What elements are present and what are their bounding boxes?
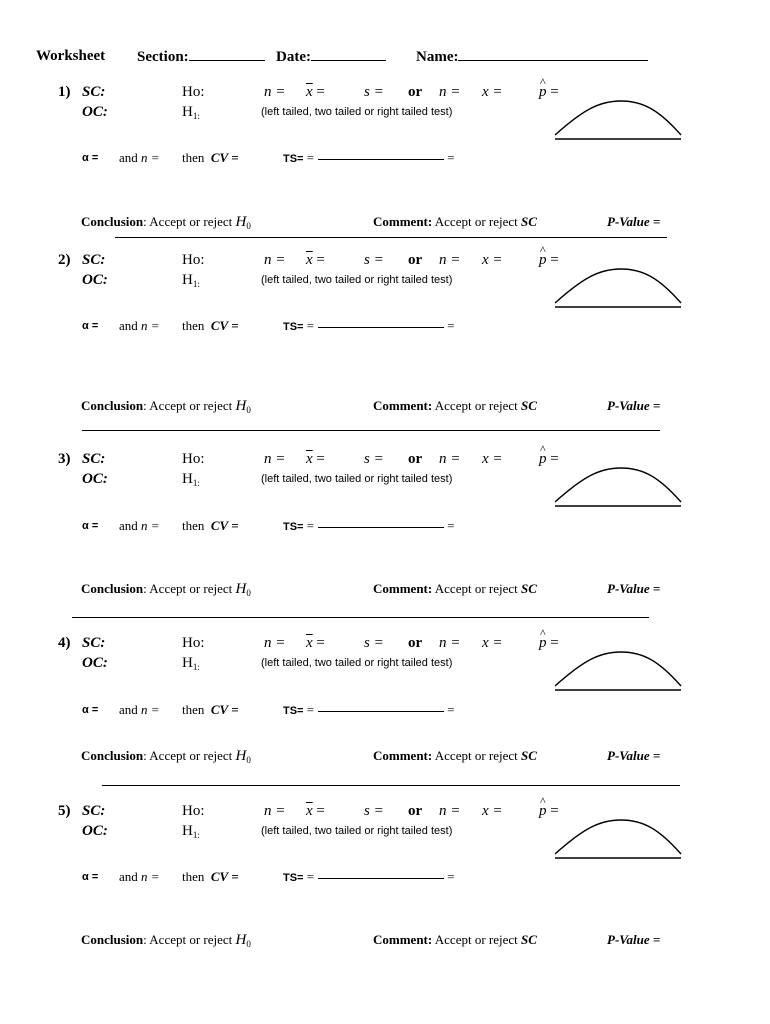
tail-note: (left tailed, two tailed or right tailed test) (261, 825, 453, 837)
bell-curve-line (555, 820, 681, 854)
comment-sc: SC (521, 748, 537, 763)
h0-subscript: 0 (246, 755, 251, 765)
xbar-label (306, 252, 325, 269)
comment-line (373, 581, 537, 597)
alpha-label: α = (82, 520, 99, 532)
conclusion-label: Conclusion (81, 214, 144, 229)
then-word: then (182, 318, 205, 333)
ts-formula (283, 318, 454, 334)
and-n-label (119, 318, 160, 334)
xbar-label (306, 635, 325, 652)
alpha-label: α = (82, 871, 99, 883)
oc-label: OC: (82, 823, 108, 839)
n-label-alt: n = (439, 635, 461, 651)
n-label: n = (264, 252, 286, 268)
tail-note: (left tailed, two tailed or right tailed test) (261, 274, 453, 286)
p-value-label: P-Value = (607, 932, 661, 947)
ho-label: Ho: (182, 451, 205, 467)
then-cv-label (182, 150, 239, 166)
h1-symbol: H (182, 823, 193, 839)
xbar-label (306, 451, 325, 468)
p-value-label: P-Value = (607, 214, 661, 229)
ts-equals: = (306, 702, 315, 717)
x-label: x = (482, 803, 503, 819)
ts-label: TS= (283, 153, 304, 165)
conclusion-text: : Accept or reject (143, 214, 233, 229)
x-label: x = (482, 635, 503, 651)
h0-symbol: H (235, 398, 247, 414)
comment-sc: SC (521, 214, 537, 229)
xbar-symbol: $\overline{x}$ (306, 451, 313, 467)
conclusion-line (81, 932, 251, 949)
then-cv-label (182, 318, 239, 334)
xbar-equals: = (316, 84, 325, 100)
then-word: then (182, 518, 205, 533)
sc-label: SC: (82, 84, 106, 100)
normal-curve (553, 264, 683, 310)
n-label: n = (264, 635, 286, 651)
h0-subscript: 0 (246, 221, 251, 231)
ts-equals: = (306, 518, 315, 533)
problem-number: 5) (58, 803, 71, 819)
ts-formula (283, 518, 454, 534)
h1-symbol: H (182, 655, 193, 671)
ts-equals: = (306, 318, 315, 333)
name-blank[interactable] (458, 48, 648, 61)
alpha-label: α = (82, 152, 99, 164)
h1-subscript: 1: (192, 830, 200, 840)
and-n: n = (141, 702, 160, 717)
oc-label: OC: (82, 471, 108, 487)
alpha-label: α = (82, 320, 99, 332)
xbar-symbol: $\overline{x}$ (306, 84, 313, 100)
x-label: x = (482, 252, 503, 268)
bell-curve-line (555, 269, 681, 303)
ts-label: TS= (283, 872, 304, 884)
separator-rule (102, 785, 680, 786)
ts-fraction-line (318, 159, 444, 160)
bell-curve-line (555, 652, 681, 686)
name-label: Name: (416, 49, 459, 65)
n-label-alt: n = (439, 252, 461, 268)
comment-text: Accept or reject (434, 748, 518, 763)
n-label-alt: n = (439, 84, 461, 100)
conclusion-text: : Accept or reject (143, 581, 233, 596)
x-label: x = (482, 451, 503, 467)
h0-symbol: H (235, 581, 247, 597)
ho-label: Ho: (182, 803, 205, 819)
date-field[interactable] (276, 48, 386, 66)
phat-equals: = (550, 451, 559, 467)
ho-label: Ho: (182, 84, 205, 100)
ts-fraction-line (318, 711, 444, 712)
h0-symbol: H (235, 748, 247, 764)
h0-subscript: 0 (246, 405, 251, 415)
problem-number: 4) (58, 635, 71, 651)
n-label: n = (264, 803, 286, 819)
comment-sc: SC (521, 932, 537, 947)
section-field[interactable] (137, 48, 265, 66)
and-n: n = (141, 518, 160, 533)
bell-curve-line (555, 101, 681, 135)
phat-symbol: ^ p (539, 635, 547, 652)
conclusion-text: : Accept or reject (143, 932, 233, 947)
comment-line (373, 932, 537, 948)
ts-result-equals: = (447, 318, 455, 333)
comment-line (373, 398, 537, 414)
n-label-alt: n = (439, 803, 461, 819)
oc-label: OC: (82, 272, 108, 288)
ts-formula (283, 702, 454, 718)
h1-symbol: H (182, 471, 193, 487)
problem-number: 1) (58, 84, 71, 100)
separator-rule (115, 237, 667, 238)
oc-label: OC: (82, 655, 108, 671)
phat-equals: = (550, 803, 559, 819)
ts-fraction-line (318, 327, 444, 328)
cv-label: CV = (210, 150, 239, 165)
xbar-label (306, 84, 325, 101)
h1-symbol: H (182, 104, 193, 120)
xbar-symbol: $\overline{x}$ (306, 803, 313, 819)
and-word: and (119, 702, 138, 717)
p-value-label: P-Value = (607, 581, 661, 596)
comment-text: Accept or reject (434, 581, 518, 596)
normal-curve (553, 463, 683, 509)
phat-symbol: ^ p (539, 451, 547, 468)
xbar-label (306, 803, 325, 820)
section-label: Section: (137, 49, 189, 65)
s-label: s = (364, 803, 384, 819)
ts-formula (283, 869, 454, 885)
p-value-label: P-Value = (607, 398, 661, 413)
or-label: or (408, 635, 423, 651)
section-blank[interactable] (189, 48, 265, 61)
worksheet-title: Worksheet (36, 48, 106, 64)
conclusion-line (81, 748, 251, 765)
normal-curve (553, 647, 683, 693)
conclusion-line (81, 398, 251, 415)
n-label: n = (264, 451, 286, 467)
n-label-alt: n = (439, 451, 461, 467)
comment-line (373, 214, 537, 230)
or-label: or (408, 252, 423, 268)
ho-label: Ho: (182, 252, 205, 268)
xbar-symbol: $\overline{x}$ (306, 635, 313, 651)
comment-label: Comment: (373, 398, 433, 413)
ts-equals: = (306, 150, 315, 165)
and-n-label (119, 702, 160, 718)
s-label: s = (364, 635, 384, 651)
then-word: then (182, 702, 205, 717)
then-word: then (182, 150, 205, 165)
xbar-symbol: $\overline{x}$ (306, 252, 313, 268)
date-blank[interactable] (311, 48, 386, 61)
or-label: or (408, 451, 423, 467)
and-word: and (119, 518, 138, 533)
sc-label: SC: (82, 252, 106, 268)
tail-note: (left tailed, two tailed or right tailed test) (261, 473, 453, 485)
xbar-equals: = (316, 252, 325, 268)
tail-note: (left tailed, two tailed or right tailed test) (261, 657, 453, 669)
xbar-equals: = (316, 803, 325, 819)
xbar-equals: = (316, 451, 325, 467)
sc-label: SC: (82, 451, 106, 467)
and-n: n = (141, 318, 160, 333)
comment-label: Comment: (373, 581, 433, 596)
conclusion-text: : Accept or reject (143, 748, 233, 763)
h1-subscript: 1: (192, 662, 200, 672)
normal-curve (553, 96, 683, 142)
conclusion-label: Conclusion (81, 581, 144, 596)
ts-fraction-line (318, 878, 444, 879)
ts-formula (283, 150, 454, 166)
h1-label (182, 823, 200, 840)
ts-result-equals: = (447, 150, 455, 165)
s-label: s = (364, 84, 384, 100)
phat-equals: = (550, 635, 559, 651)
ho-label: Ho: (182, 635, 205, 651)
phat-equals: = (550, 252, 559, 268)
phat-equals: = (550, 84, 559, 100)
conclusion-text: : Accept or reject (143, 398, 233, 413)
and-n-label (119, 518, 160, 534)
ts-result-equals: = (447, 869, 455, 884)
conclusion-line (81, 214, 251, 231)
h1-subscript: 1: (192, 478, 200, 488)
p-value-label: P-Value = (607, 748, 661, 763)
h1-subscript: 1: (192, 279, 200, 289)
or-label: or (408, 803, 423, 819)
ts-fraction-line (318, 527, 444, 528)
tail-note: (left tailed, two tailed or right tailed test) (261, 106, 453, 118)
oc-label: OC: (82, 104, 108, 120)
or-label: or (408, 84, 423, 100)
cv-label: CV = (210, 518, 239, 533)
x-label: x = (482, 84, 503, 100)
then-word: then (182, 869, 205, 884)
phat-symbol: ^ p (539, 84, 547, 101)
h0-subscript: 0 (246, 588, 251, 598)
comment-sc: SC (521, 398, 537, 413)
date-label: Date: (276, 49, 311, 65)
h1-label (182, 655, 200, 672)
h1-label (182, 104, 200, 121)
phat-symbol: ^ p (539, 252, 547, 269)
conclusion-line (81, 581, 251, 598)
h0-subscript: 0 (246, 939, 251, 949)
and-n: n = (141, 150, 160, 165)
then-cv-label (182, 869, 239, 885)
h0-symbol: H (235, 214, 247, 230)
then-cv-label (182, 518, 239, 534)
and-word: and (119, 318, 138, 333)
problem-number: 2) (58, 252, 71, 268)
then-cv-label (182, 702, 239, 718)
conclusion-label: Conclusion (81, 398, 144, 413)
bell-curve-line (555, 468, 681, 502)
conclusion-label: Conclusion (81, 748, 144, 763)
and-word: and (119, 150, 138, 165)
comment-text: Accept or reject (434, 932, 518, 947)
sc-label: SC: (82, 803, 106, 819)
ts-label: TS= (283, 521, 304, 533)
and-word: and (119, 869, 138, 884)
comment-text: Accept or reject (434, 398, 518, 413)
alpha-label: α = (82, 704, 99, 716)
ts-equals: = (306, 869, 315, 884)
cv-label: CV = (210, 869, 239, 884)
n-label: n = (264, 84, 286, 100)
comment-line (373, 748, 537, 764)
and-n-label (119, 869, 160, 885)
h1-subscript: 1: (192, 111, 200, 121)
comment-label: Comment: (373, 932, 433, 947)
h1-label (182, 471, 200, 488)
sc-label: SC: (82, 635, 106, 651)
and-n: n = (141, 869, 160, 884)
phat-symbol: ^ p (539, 803, 547, 820)
conclusion-label: Conclusion (81, 932, 144, 947)
h1-label (182, 272, 200, 289)
ts-result-equals: = (447, 702, 455, 717)
normal-curve (553, 815, 683, 861)
and-n-label (119, 150, 160, 166)
xbar-equals: = (316, 635, 325, 651)
h0-symbol: H (235, 932, 247, 948)
comment-text: Accept or reject (434, 214, 518, 229)
comment-sc: SC (521, 581, 537, 596)
s-label: s = (364, 451, 384, 467)
s-label: s = (364, 252, 384, 268)
cv-label: CV = (210, 702, 239, 717)
ts-label: TS= (283, 321, 304, 333)
name-field[interactable] (416, 48, 648, 66)
ts-label: TS= (283, 705, 304, 717)
comment-label: Comment: (373, 748, 433, 763)
separator-rule (72, 617, 649, 618)
cv-label: CV = (210, 318, 239, 333)
comment-label: Comment: (373, 214, 433, 229)
problem-number: 3) (58, 451, 71, 467)
ts-result-equals: = (447, 518, 455, 533)
separator-rule (82, 430, 660, 431)
h1-symbol: H (182, 272, 193, 288)
